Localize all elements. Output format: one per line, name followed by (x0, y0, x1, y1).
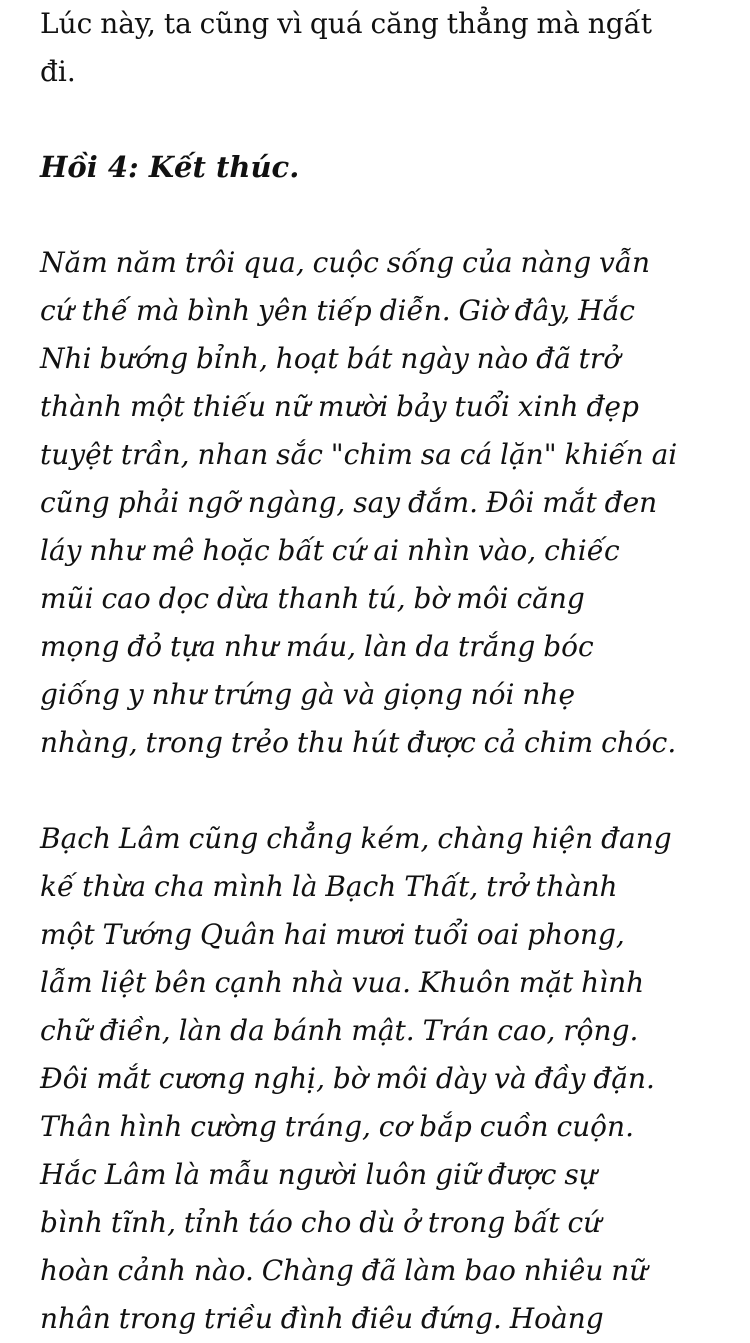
story-paragraph-1 (40, 239, 700, 767)
text-line: cứ thế mà bình yên tiếp diễn. Giờ đây, Hắc (40, 294, 635, 327)
text-line: Đôi mắt cương nghị, bờ môi dày và đầy đặn. (40, 1062, 655, 1095)
chapter-heading: Hồi 4: Kết thúc. (40, 150, 300, 184)
text-line: Lúc này, ta cũng vì quá căng thẳng mà ngất (40, 7, 653, 40)
text-line: nhàng, trong trẻo thu hút được cả chim chóc. (40, 726, 677, 759)
text-line: một Tướng Quân hai mươi tuổi oai phong, (40, 918, 625, 951)
text-line: hoàn cảnh nào. Chàng đã làm bao nhiêu nữ (40, 1254, 648, 1287)
text-line: Bạch Lâm cũng chẳng kém, chàng hiện đang (40, 822, 672, 855)
text-line: giống y như trứng gà và giọng nói nhẹ (40, 678, 576, 711)
intro-paragraph (40, 0, 680, 96)
text-line: thành một thiếu nữ mười bảy tuổi xinh đẹp (40, 390, 639, 423)
text-line: lẫm liệt bên cạnh nhà vua. Khuôn mặt hình (40, 966, 645, 999)
text-line: bình tĩnh, tỉnh táo cho dù ở trong bất cứ (40, 1206, 602, 1239)
text-line: mũi cao dọc dừa thanh tú, bờ môi căng (40, 582, 585, 615)
text-line: kế thừa cha mình là Bạch Thất, trở thành (40, 870, 618, 903)
text-line: Nhi bướng bỉnh, hoạt bát ngày nào đã trở (40, 342, 621, 375)
text-line: Hắc Lâm là mẫu người luôn giữ được sự (40, 1158, 597, 1191)
text-line: tuyệt trần, nhan sắc "chim sa cá lặn" khiến ai (40, 438, 678, 471)
text-line: chữ điền, làn da bánh mật. Trán cao, rộng. (40, 1014, 639, 1047)
text-line: đi. (40, 55, 76, 88)
text-line: Năm năm trôi qua, cuộc sống của nàng vẫn (40, 246, 651, 279)
text-line: Thân hình cường tráng, cơ bắp cuồn cuộn. (40, 1110, 634, 1143)
text-line: nhân trong triều đình điêu đứng. Hoàng (40, 1302, 604, 1335)
story-paragraph-2 (40, 815, 700, 1343)
text-line: cũng phải ngỡ ngàng, say đắm. Đôi mắt đen (40, 486, 658, 519)
text-line: mọng đỏ tựa như máu, làn da trắng bóc (40, 630, 594, 663)
text-line: láy như mê hoặc bất cứ ai nhìn vào, chiếc (40, 534, 620, 567)
